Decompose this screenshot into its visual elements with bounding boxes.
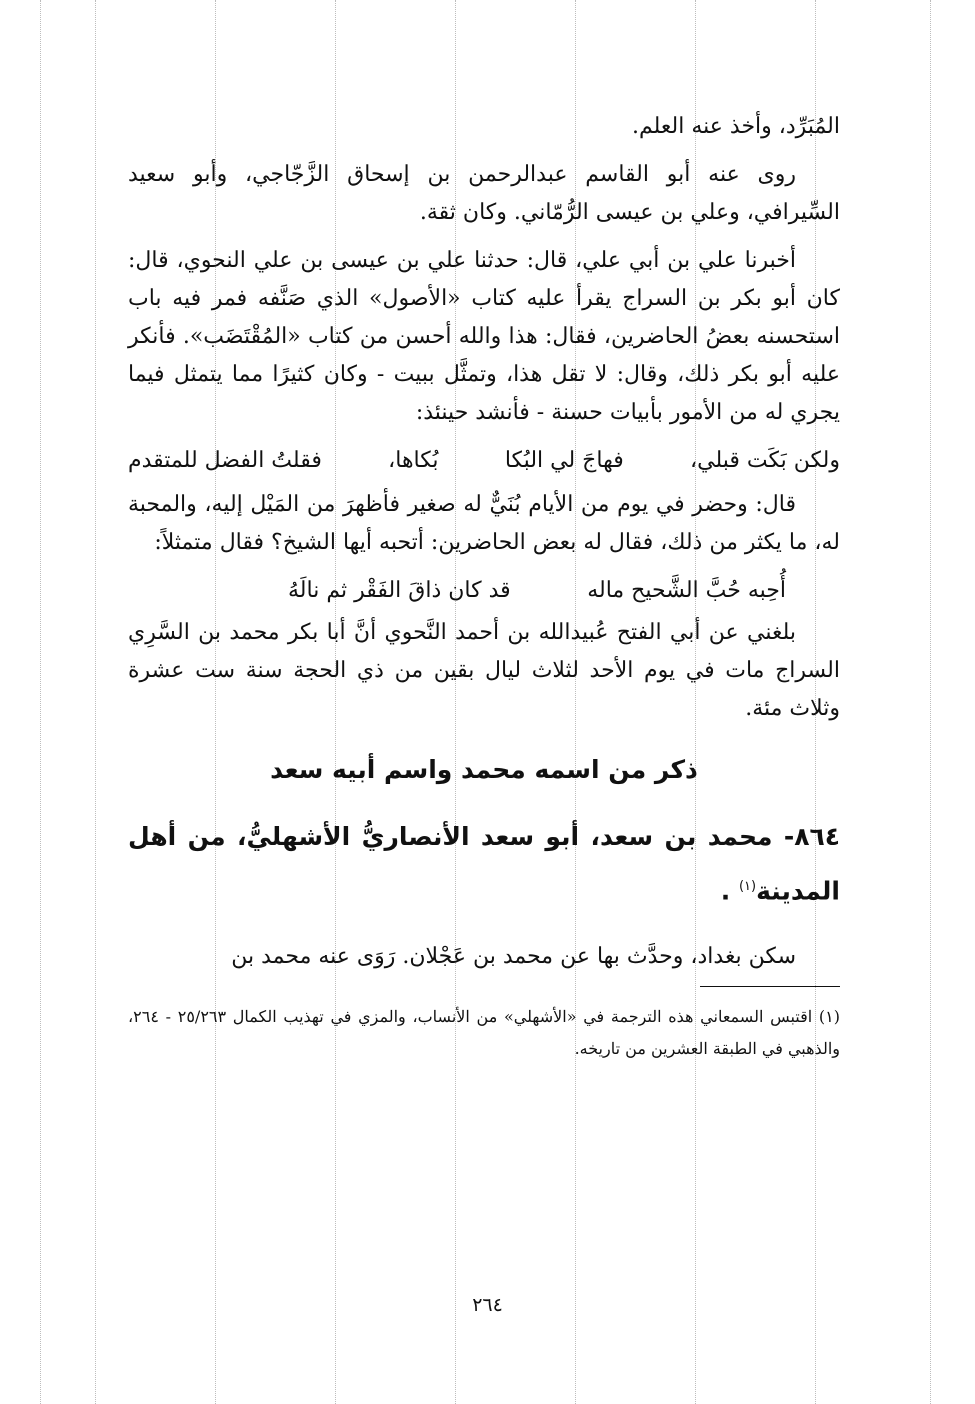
page-body (128, 108, 840, 1065)
verse-1-part-b: فهاجَ لي البُكا (504, 448, 624, 473)
paragraph-entry-body: سكن بغداد، وحدَّث بها عن محمد بن عَجْلان. رَوَى عنه محمد بن (231, 944, 796, 970)
paragraph-death: بلغني عن أبي الفتح عُبيدالله بن أحمد النَّحوي أنَّ أبا بكر محمد بن السَّرِي السراج مات في يوم الأحد لثلاث ليال بقين من ذي الحجة سنة ست عشرة وثلاث مئة. (128, 620, 840, 721)
section-heading: ذكر من اسمه محمد واسم أبيه سعد (270, 755, 698, 784)
scan-guide-line (40, 0, 41, 1404)
footnote-marker: (١) (738, 879, 757, 894)
entry-title (128, 812, 840, 916)
footnote-separator (700, 986, 840, 987)
verse-line-1 (128, 442, 840, 480)
scan-guide-line (930, 0, 931, 1404)
page-number: ٢٦٤ (472, 1294, 503, 1316)
verse-line-2 (128, 572, 840, 610)
entry-title-end: . (720, 876, 731, 906)
paragraph-anecdote: أخبرنا علي بن أبي علي، قال: حدثنا علي بن عيسى بن علي النحوي، قال: كان أبو بكر بن السراج يقرأ عليه كتاب «الأصول» الذي صَنَّفه فمر فيه باب استحسنه بعضُ الحاضرين، فقال: هذا والله أحسن من كتاب «المُقْتَضَب». فأنكر عليه أبو بكر ذلك، وقال: لا تقل هذا، وتمثَّل ببيت - وكان كثيرًا مما يتمثل فيما يجري له من الأمور بأبيات حسنة - فأنشد حينئذ: (128, 248, 840, 425)
footnote: (١) اقتبس السمعاني هذه الترجمة في «الأشهلي» من الأنساب، والمزي في تهذيب الكمال ٢٥/٢٦٣ - ٢٦٤، والذهبي في الطبقة العشرين من تاريخه. (128, 1007, 840, 1059)
verse-1-part-c: بُكاها، (388, 448, 439, 473)
continued-line: المُبَرِّد، وأخذ عنه العلم. (632, 114, 840, 139)
paragraph-child: قال: وحضر في يوم من الأيام بُنَيٌّ له صغير فأظهرَ من المَيْل إليه، والمحبة له، ما يكثر من ذلك، فقال له بعض الحاضرين: أتحبه أيها الشيخ؟ فقال متمثلاً: (128, 492, 840, 555)
paragraph-narrators: روى عنه أبو القاسم عبدالرحمن بن إسحاق الزَّجّاجي، وأبو سعيد السِّيرافي، وعلي بن عيسى الرُّمّاني. وكان ثقة. (128, 162, 840, 225)
verse-2-hemistich-b: قد كان ذاقَ الفَقْر ثم نالَهُ (288, 578, 511, 603)
entry-title-text: ٨٦٤- محمد بن سعد، أبو سعد الأنصاريُّ الأشهليُّ، من أهل المدينة (128, 822, 840, 906)
scan-guide-line (95, 0, 96, 1404)
verse-1-part-a: ولكن بَكَت قبلي، (690, 448, 840, 473)
verse-2-hemistich-a: أُحِبه حُبَّ الشَّحيح ماله (587, 578, 786, 603)
verse-1-part-d: فقلتُ الفضل للمتقدم (128, 448, 322, 473)
